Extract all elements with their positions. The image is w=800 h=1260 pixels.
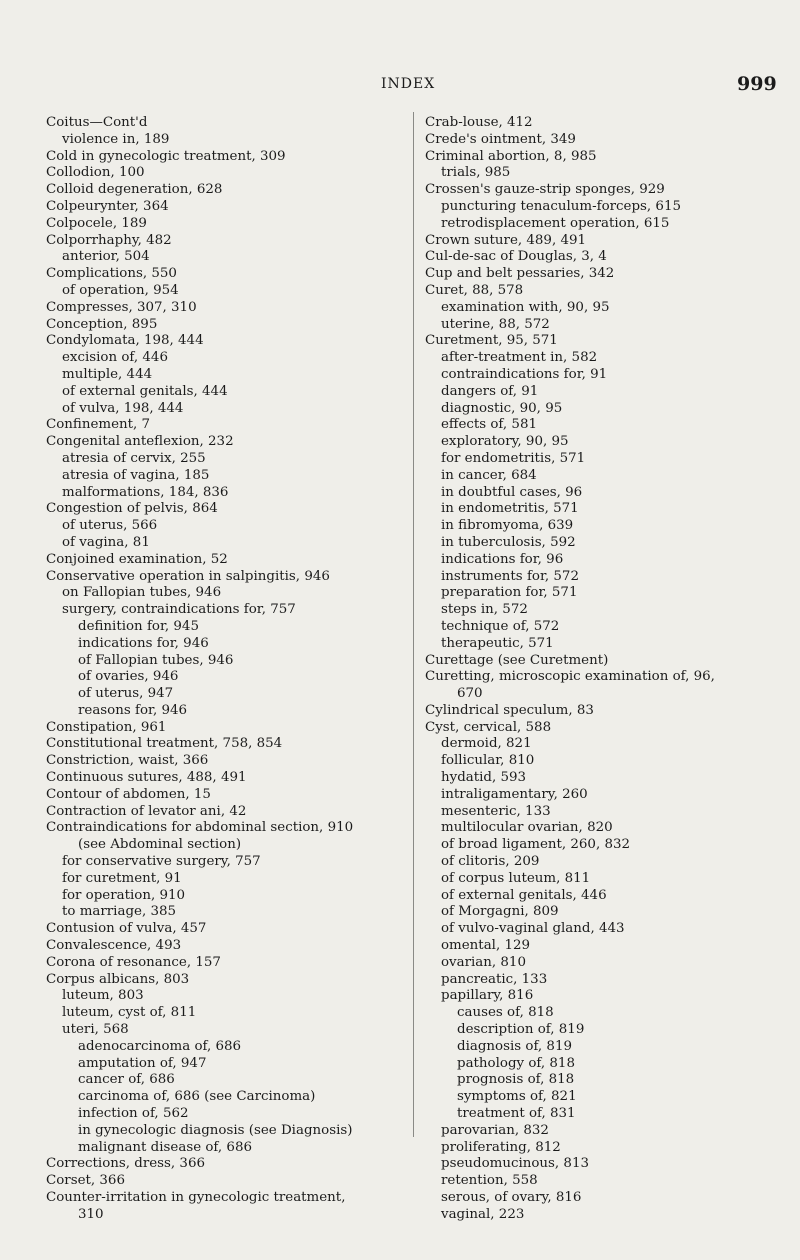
index-entry: Continuous sutures, 488, 491 xyxy=(46,770,247,786)
index-subentry: instruments for, 572 xyxy=(441,568,579,584)
index-entry: Conception, 895 xyxy=(46,316,158,332)
index-subentry: luteum, 803 xyxy=(62,988,144,1004)
index-entry: Coitus—Cont'd xyxy=(46,115,148,130)
index-subentry: after-treatment in, 582 xyxy=(441,350,598,366)
index-subentry: vaginal, 223 xyxy=(441,1206,525,1222)
index-entry: Conservative operation in salpingitis, 946 xyxy=(46,568,330,584)
index-subentry: multilocular ovarian, 820 xyxy=(441,820,613,836)
index-subentry: pseudomucinous, 813 xyxy=(441,1156,589,1172)
index-entry: Constipation, 961 xyxy=(46,719,167,735)
index-subentry: of broad ligament, 260, 832 xyxy=(441,837,631,853)
index-entry: Colporrhaphy, 482 xyxy=(46,232,172,248)
index-subentry: excision of, 446 xyxy=(62,350,168,366)
index-subentry: malignant disease of, 686 xyxy=(78,1139,252,1155)
index-subentry: of external genitals, 444 xyxy=(62,383,228,399)
index-subentry: malformations, 184, 836 xyxy=(62,484,229,500)
index-subentry: in endometritis, 571 xyxy=(441,501,579,517)
index-entry: Crede's ointment, 349 xyxy=(425,131,576,147)
index-entry: Colpeurynter, 364 xyxy=(46,198,169,214)
index-subentry: diagnosis of, 819 xyxy=(457,1038,572,1054)
index-entry: Constitutional treatment, 758, 854 xyxy=(46,736,283,752)
page-number: 999 xyxy=(737,73,777,95)
index-subentry: of ovaries, 946 xyxy=(78,669,179,685)
index-entry: Collodion, 100 xyxy=(46,165,145,181)
index-subentry: violence in, 189 xyxy=(62,131,170,147)
index-subentry: 310 xyxy=(78,1206,104,1222)
index-entry: Curet, 88, 578 xyxy=(425,282,524,298)
index-entry: Curetting, microscopic examination of, 96, xyxy=(425,669,715,685)
index-subentry: pancreatic, 133 xyxy=(441,971,548,987)
index-subentry: prognosis of, 818 xyxy=(457,1072,575,1088)
index-entry: Cylindrical speculum, 83 xyxy=(425,702,594,718)
index-subentry: diagnostic, 90, 95 xyxy=(441,400,563,416)
index-subentry: surgery, contraindications for, 757 xyxy=(62,602,296,618)
index-entry: Condylomata, 198, 444 xyxy=(46,333,204,349)
index-entry: Congestion of pelvis, 864 xyxy=(46,501,218,517)
index-subentry: infection of, 562 xyxy=(78,1106,189,1122)
index-subentry: parovarian, 832 xyxy=(441,1122,549,1138)
index-subentry: ovarian, 810 xyxy=(441,954,526,970)
index-subentry: for conservative surgery, 757 xyxy=(62,854,261,870)
index-entry: Criminal abortion, 8, 985 xyxy=(425,148,597,164)
index-subentry: multiple, 444 xyxy=(62,366,153,382)
index-subentry: pathology of, 818 xyxy=(457,1055,575,1071)
index-subentry: of operation, 954 xyxy=(62,282,179,298)
index-entry: Colpocele, 189 xyxy=(46,215,147,231)
index-subentry: atresia of cervix, 255 xyxy=(62,450,206,466)
index-subentry: for operation, 910 xyxy=(62,887,186,903)
index-subentry: anterior, 504 xyxy=(62,249,150,265)
index-subentry: causes of, 818 xyxy=(457,1005,554,1021)
index-entry: Counter-irritation in gynecologic treatment, xyxy=(46,1190,346,1205)
index-subentry: definition for, 945 xyxy=(78,618,199,634)
column-divider xyxy=(413,112,414,1137)
index-subentry: uterine, 88, 572 xyxy=(441,316,550,332)
index-entry: Corona of resonance, 157 xyxy=(46,954,221,970)
index-subentry: of clitoris, 209 xyxy=(441,854,540,870)
index-entry: Complications, 550 xyxy=(46,266,177,282)
index-subentry: reasons for, 946 xyxy=(78,702,188,718)
index-subentry: to marriage, 385 xyxy=(62,904,177,920)
index-subentry: atresia of vagina, 185 xyxy=(62,467,210,483)
index-subentry: symptoms of, 821 xyxy=(457,1089,577,1105)
index-subentry: trials, 985 xyxy=(441,165,511,181)
index-entry: Confinement, 7 xyxy=(46,417,151,433)
index-subentry: therapeutic, 571 xyxy=(441,635,554,651)
index-subentry: in tuberculosis, 592 xyxy=(441,534,576,550)
index-subentry: papillary, 816 xyxy=(441,988,534,1004)
index-subentry: serous, of ovary, 816 xyxy=(441,1190,582,1205)
index-subentry: in cancer, 684 xyxy=(441,467,537,483)
index-subentry: contraindications for, 91 xyxy=(441,366,608,382)
index-subentry: description of, 819 xyxy=(457,1022,585,1038)
index-subentry: dangers of, 91 xyxy=(441,383,539,399)
index-subentry: hydatid, 593 xyxy=(441,770,527,786)
index-entry: Corpus albicans, 803 xyxy=(46,971,190,987)
index-subentry: mesenteric, 133 xyxy=(441,803,551,819)
index-entry: Cup and belt pessaries, 342 xyxy=(425,266,615,282)
index-subentry: of uterus, 947 xyxy=(78,686,174,702)
index-subentry: puncturing tenaculum-forceps, 615 xyxy=(441,198,681,214)
index-entry: Cyst, cervical, 588 xyxy=(425,719,552,735)
index-subentry: of uterus, 566 xyxy=(62,518,158,534)
index-subentry: for endometritis, 571 xyxy=(441,450,586,466)
index-subentry: of Fallopian tubes, 946 xyxy=(78,652,234,668)
index-subentry: of vagina, 81 xyxy=(62,534,150,550)
index-entry: Cul-de-sac of Douglas, 3, 4 xyxy=(425,249,607,265)
index-subentry: of vulva, 198, 444 xyxy=(62,400,184,416)
index-subentry: of corpus luteum, 811 xyxy=(441,870,591,886)
index-entry: Congenital anteflexion, 232 xyxy=(46,434,234,450)
index-subentry: (see Abdominal section) xyxy=(78,837,242,853)
index-subentry: retrodisplacement operation, 615 xyxy=(441,215,670,231)
index-subentry: exploratory, 90, 95 xyxy=(441,434,569,450)
index-entry: Conjoined examination, 52 xyxy=(46,551,228,567)
index-entry: Colloid degeneration, 628 xyxy=(46,182,223,198)
index-entry: Constriction, waist, 366 xyxy=(46,753,209,769)
index-column-left xyxy=(46,115,406,1224)
index-subentry: follicular, 810 xyxy=(441,753,535,769)
index-subentry: of external genitals, 446 xyxy=(441,887,607,903)
index-subentry: technique of, 572 xyxy=(441,618,560,634)
index-entry: Convalescence, 493 xyxy=(46,938,182,954)
index-entry: Crossen's gauze-strip sponges, 929 xyxy=(425,182,665,198)
index-entry: Curettage (see Curetment) xyxy=(425,652,609,668)
index-entry: Contraction of levator ani, 42 xyxy=(46,803,247,819)
index-subentry: on Fallopian tubes, 946 xyxy=(62,585,222,601)
index-subentry: of vulvo-vaginal gland, 443 xyxy=(441,921,625,937)
index-subentry: treatment of, 831 xyxy=(457,1106,576,1122)
index-column-right xyxy=(425,115,797,1224)
index-entry: Curetment, 95, 571 xyxy=(425,333,558,349)
index-entry: Crab-louse, 412 xyxy=(425,115,533,130)
index-subentry: in fibromyoma, 639 xyxy=(441,518,574,534)
index-entry: Compresses, 307, 310 xyxy=(46,299,197,315)
index-entry: Cold in gynecologic treatment, 309 xyxy=(46,148,286,164)
index-subentry: omental, 129 xyxy=(441,938,531,954)
index-subentry: for curetment, 91 xyxy=(62,870,182,886)
index-entry: Contraindications for abdominal section, 910 xyxy=(46,820,354,836)
index-entry: Contour of abdomen, 15 xyxy=(46,786,211,802)
index-subentry: uteri, 568 xyxy=(62,1022,129,1038)
index-subentry: carcinoma of, 686 (see Carcinoma) xyxy=(78,1089,316,1105)
index-subentry: dermoid, 821 xyxy=(441,736,532,752)
index-subentry: of Morgagni, 809 xyxy=(441,904,559,920)
index-subentry: luteum, cyst of, 811 xyxy=(62,1005,197,1021)
index-subentry: effects of, 581 xyxy=(441,417,537,433)
index-subentry: indications for, 946 xyxy=(78,635,209,651)
index-entry: Corrections, dress, 366 xyxy=(46,1156,205,1172)
index-subentry: adenocarcinoma of, 686 xyxy=(78,1038,242,1054)
index-entry: Contusion of vulva, 457 xyxy=(46,921,207,937)
index-subentry: amputation of, 947 xyxy=(78,1055,207,1071)
index-subentry: proliferating, 812 xyxy=(441,1139,561,1155)
index-subentry: indications for, 96 xyxy=(441,551,564,567)
index-subentry: examination with, 90, 95 xyxy=(441,299,610,315)
running-header-title: INDEX xyxy=(381,76,436,92)
index-subentry: steps in, 572 xyxy=(441,602,528,618)
index-subentry: intraligamentary, 260 xyxy=(441,786,588,802)
index-subentry: 670 xyxy=(457,686,483,702)
index-subentry: cancer of, 686 xyxy=(78,1072,175,1088)
index-entry: Crown suture, 489, 491 xyxy=(425,232,587,248)
index-subentry: retention, 558 xyxy=(441,1173,538,1189)
index-entry: Corset, 366 xyxy=(46,1173,125,1189)
index-subentry: in gynecologic diagnosis (see Diagnosis) xyxy=(78,1122,353,1138)
index-subentry: preparation for, 571 xyxy=(441,585,578,601)
index-subentry: in doubtful cases, 96 xyxy=(441,484,583,500)
